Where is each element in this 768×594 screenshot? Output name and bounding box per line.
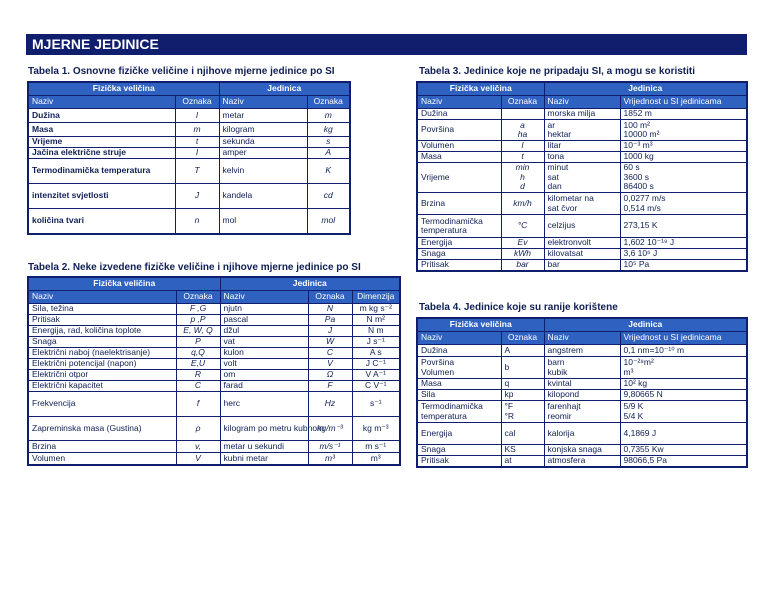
table-cell: farad (220, 381, 308, 392)
group-header: Jedinica (220, 277, 400, 291)
table-cell: 100 m² 10000 m² (620, 120, 747, 141)
table-row (417, 193, 747, 215)
table-cell: m³ (308, 453, 352, 465)
table-cell: Električni kapacitet (28, 381, 176, 392)
table-cell: m (307, 109, 350, 123)
table-cell: 10² kg (620, 379, 747, 390)
table-row (28, 370, 400, 381)
table-cell: b (501, 357, 544, 379)
table-cell: 3,6 10⁶ J (620, 249, 747, 260)
table-cell: Termodinamička temperatura (28, 159, 175, 184)
table-cell (501, 109, 544, 120)
table-cell: 60 s 3600 s 86400 s (620, 163, 747, 193)
table-cell: W (308, 337, 352, 348)
table-cell: Volumen (417, 141, 501, 152)
table-cell: amper (219, 148, 307, 159)
table-cell: kp (501, 390, 544, 401)
column-header: Naziv (544, 96, 620, 109)
table-row (417, 141, 747, 152)
table-cell: Sila, težina (28, 304, 176, 315)
table-cell: m/s⁻¹ (308, 441, 352, 453)
table-cell: Ev (501, 238, 544, 249)
table-cell: kalorija (544, 423, 620, 445)
table-cell: mol (307, 209, 350, 234)
table-cell: R (176, 370, 220, 381)
table-cell: Volumen (28, 453, 176, 465)
table-cell: s (307, 137, 350, 148)
table-cell: kandela (219, 184, 307, 209)
table-cell: E, W, Q (176, 326, 220, 337)
table-cell: Frekvencija (28, 392, 176, 417)
table-cell: l (175, 109, 219, 123)
table-cell: P (176, 337, 220, 348)
table-row (417, 401, 747, 423)
table-cell: 10⁻³ m³ (620, 141, 747, 152)
table-cell: 9,80665 N (620, 390, 747, 401)
table-row (417, 456, 747, 467)
table-cell: 0,7355 Kw (620, 445, 747, 456)
table-cell: Masa (28, 123, 175, 137)
table-row (28, 381, 400, 392)
table-cell: m kg s⁻² (352, 304, 400, 315)
column-header: Oznaka (501, 332, 544, 345)
table-cell: Termodinamička temperatura (417, 215, 501, 238)
table-cell: f (176, 392, 220, 417)
table-cell: Masa (417, 152, 501, 163)
table-cell: kg/m⁻³ (308, 417, 352, 441)
group-header: Jedinica (544, 82, 747, 96)
table-cell: K (307, 159, 350, 184)
table-row (28, 304, 400, 315)
table3 (416, 81, 748, 272)
table-row (417, 120, 747, 141)
table-row (28, 441, 400, 453)
table-row (28, 123, 350, 137)
table-cell: n (175, 209, 219, 234)
table-cell: C V⁻¹ (352, 381, 400, 392)
table-cell: kg (307, 123, 350, 137)
table-cell: KS (501, 445, 544, 456)
table-cell: bar (544, 260, 620, 271)
table-cell: Pritisak (417, 260, 501, 271)
table-cell: l (501, 141, 544, 152)
table-cell: N (308, 304, 352, 315)
table-row (28, 337, 400, 348)
table-cell: J (175, 184, 219, 209)
table-cell: F (308, 381, 352, 392)
table-cell: kilogram (219, 123, 307, 137)
table-cell: Ω (308, 370, 352, 381)
table-cell: °C (501, 215, 544, 238)
table-cell: džul (220, 326, 308, 337)
table-cell: p ,P (176, 315, 220, 326)
column-header: Vrijednost u SI jedinicama (620, 332, 747, 345)
table1-caption: Tabela 1. Osnovne fizičke veličine i njihove mjerne jedinice po SI (28, 66, 335, 77)
table-cell: kilovatsat (544, 249, 620, 260)
table-cell: 0,1 nm=10⁻¹⁰ m (620, 345, 747, 357)
table-cell: Energija (417, 423, 501, 445)
table-cell: F ,G (176, 304, 220, 315)
table-row (417, 260, 747, 271)
table-cell: pascal (220, 315, 308, 326)
table-cell: Električni otpor (28, 370, 176, 381)
table-cell: t (501, 152, 544, 163)
table-row (417, 345, 747, 357)
column-headers (28, 291, 400, 304)
table-cell: s⁻¹ (352, 392, 400, 417)
group-header: Jedinica (219, 82, 350, 96)
table-cell: A (501, 345, 544, 357)
table-cell: metar u sekundi (220, 441, 308, 453)
table-cell: količina tvari (28, 209, 175, 234)
table-row (28, 148, 350, 159)
table-cell: elektronvolt (544, 238, 620, 249)
column-header: Naziv (28, 96, 175, 109)
table-cell: q (501, 379, 544, 390)
table-cell: T (175, 159, 219, 184)
column-headers (417, 332, 747, 345)
table-cell: N m² (352, 315, 400, 326)
table-cell: v, (176, 441, 220, 453)
table-cell: Pritisak (417, 456, 501, 467)
table-cell: metar (219, 109, 307, 123)
group-header: Fizička veličina (28, 82, 219, 96)
table-cell: 10⁻²⁸m² m³ (620, 357, 747, 379)
table-cell: Brzina (417, 193, 501, 215)
table-cell: minut sat dan (544, 163, 620, 193)
table-row (28, 453, 400, 465)
table-row (417, 379, 747, 390)
table-row (417, 357, 747, 379)
table-cell: Površina (417, 120, 501, 141)
table-cell: I (175, 148, 219, 159)
table-cell: Snaga (28, 337, 176, 348)
column-header: Naziv (220, 291, 308, 304)
table-row (417, 390, 747, 401)
table-cell: Masa (417, 379, 501, 390)
table-cell: V (308, 359, 352, 370)
table-row (28, 184, 350, 209)
table-cell: ar hektar (544, 120, 620, 141)
table-cell: J (308, 326, 352, 337)
column-header: Oznaka (175, 96, 219, 109)
column-header: Naziv (219, 96, 307, 109)
table-cell: °F °R (501, 401, 544, 423)
table-row (417, 249, 747, 260)
table-cell: Površina Volumen (417, 357, 501, 379)
table-cell: tona (544, 152, 620, 163)
table-cell: volt (220, 359, 308, 370)
table-cell: kvintal (544, 379, 620, 390)
table-row (28, 109, 350, 123)
table-cell: mol (219, 209, 307, 234)
table-cell: C (176, 381, 220, 392)
table-cell: kilometar na sat čvor (544, 193, 620, 215)
table-cell: Hz (308, 392, 352, 417)
table-row (417, 215, 747, 238)
table-cell: V A⁻¹ (352, 370, 400, 381)
table-row (417, 445, 747, 456)
column-header: Naziv (544, 332, 620, 345)
column-header: Oznaka (501, 96, 544, 109)
table-cell: Dužina (28, 109, 175, 123)
table3-caption: Tabela 3. Jedinice koje ne pripadaju SI, a mogu se koristiti (419, 66, 696, 77)
table-cell: m (175, 123, 219, 137)
table-cell: Električni naboj (naelektrisanje) (28, 348, 176, 359)
table-cell: Snaga (417, 445, 501, 456)
column-header: Vrijednost u SI jedinicama (620, 96, 747, 109)
group-header: Fizička veličina (417, 82, 544, 96)
table4 (416, 317, 748, 468)
table-cell: C (308, 348, 352, 359)
table-cell: t (175, 137, 219, 148)
table-cell: kilogram po metru kubnom (220, 417, 308, 441)
table-cell: kilopond (544, 390, 620, 401)
table-cell: kubni metar (220, 453, 308, 465)
table-cell: Dužina (417, 109, 501, 120)
table-cell: Energija, rad, količina toplote (28, 326, 176, 337)
table-row (417, 423, 747, 445)
table-cell: herc (220, 392, 308, 417)
table-cell: A s (352, 348, 400, 359)
table-row (417, 109, 747, 120)
table-row (417, 238, 747, 249)
table-row (28, 417, 400, 441)
table-cell: 273,15 K (620, 215, 747, 238)
column-header: Oznaka (308, 291, 352, 304)
page-banner: MJERNE JEDINICE (26, 34, 747, 55)
table-cell: J C⁻¹ (352, 359, 400, 370)
table-cell: vat (220, 337, 308, 348)
group-header: Jedinica (544, 318, 747, 332)
table-cell: Vrijeme (417, 163, 501, 193)
table-row (28, 137, 350, 148)
table-cell: intenzitet svjetlosti (28, 184, 175, 209)
table-row (417, 152, 747, 163)
table-cell: min h d (501, 163, 544, 193)
table-cell: q,Q (176, 348, 220, 359)
table-cell: Električni potencijal (napon) (28, 359, 176, 370)
column-header: Naziv (417, 96, 501, 109)
table-cell: Snaga (417, 249, 501, 260)
column-headers (417, 96, 747, 109)
table-row (28, 326, 400, 337)
table-cell: sekunda (219, 137, 307, 148)
table-cell: cd (307, 184, 350, 209)
table-cell: J s⁻¹ (352, 337, 400, 348)
table-cell: 5/9 K 5/4 K (620, 401, 747, 423)
table-cell: Zapreminska masa (Gustina) (28, 417, 176, 441)
table-cell: bar (501, 260, 544, 271)
table-cell: konjska snaga (544, 445, 620, 456)
table-cell: kWh (501, 249, 544, 260)
column-headers (28, 96, 350, 109)
table-cell: barn kubik (544, 357, 620, 379)
table-cell: ρ (176, 417, 220, 441)
table-cell: km/h (501, 193, 544, 215)
table-cell: E,U (176, 359, 220, 370)
group-header: Fizička veličina (28, 277, 220, 291)
table-cell: 1000 kg (620, 152, 747, 163)
table-row (28, 315, 400, 326)
table-cell: 1852 m (620, 109, 747, 120)
table-cell: Brzina (28, 441, 176, 453)
table-cell: at (501, 456, 544, 467)
table-cell: Pa (308, 315, 352, 326)
group-header: Fizička veličina (417, 318, 544, 332)
table-row (28, 392, 400, 417)
table-row (28, 348, 400, 359)
table-cell: 4,1869 J (620, 423, 747, 445)
table-cell: celzijus (544, 215, 620, 238)
table-cell: N m (352, 326, 400, 337)
table-row (28, 359, 400, 370)
table-cell: Vrijeme (28, 137, 175, 148)
table-cell: A (307, 148, 350, 159)
table-cell: farenhajt reomir (544, 401, 620, 423)
table2 (27, 276, 401, 466)
column-header: Oznaka (307, 96, 350, 109)
table-cell: morska milja (544, 109, 620, 120)
table-cell: Sila (417, 390, 501, 401)
table1 (27, 81, 351, 235)
table-row (28, 209, 350, 234)
table-cell: 0,0277 m/s 0,514 m/s (620, 193, 747, 215)
table-cell: atmosfera (544, 456, 620, 467)
column-header: Oznaka (176, 291, 220, 304)
table-cell: Energija (417, 238, 501, 249)
table-cell: Termodinamička temperatura (417, 401, 501, 423)
table-cell: m s⁻¹ (352, 441, 400, 453)
column-header: Naziv (417, 332, 501, 345)
table-cell: Dužina (417, 345, 501, 357)
table-cell: om (220, 370, 308, 381)
table-row (417, 163, 747, 193)
table-cell: angstrem (544, 345, 620, 357)
column-header: Dimenzija (352, 291, 400, 304)
table-row (28, 159, 350, 184)
table-cell: kulon (220, 348, 308, 359)
table-cell: Jačina električne struje (28, 148, 175, 159)
table-cell: m³ (352, 453, 400, 465)
table4-caption: Tabela 4. Jedinice koje su ranije korištene (419, 302, 618, 313)
table-cell: litar (544, 141, 620, 152)
table-cell: cal (501, 423, 544, 445)
table-cell: 1,602 10⁻¹⁹ J (620, 238, 747, 249)
column-header: Naziv (28, 291, 176, 304)
table2-caption: Tabela 2. Neke izvedene fizičke veličine i njihove mjerne jedinice po SI (28, 262, 361, 273)
table-cell: 10⁵ Pa (620, 260, 747, 271)
table-cell: kg m⁻³ (352, 417, 400, 441)
table-cell: kelvin (219, 159, 307, 184)
table-cell: Pritisak (28, 315, 176, 326)
table-cell: 98066,5 Pa (620, 456, 747, 467)
table-cell: V (176, 453, 220, 465)
table-cell: a ha (501, 120, 544, 141)
table-cell: njutn (220, 304, 308, 315)
